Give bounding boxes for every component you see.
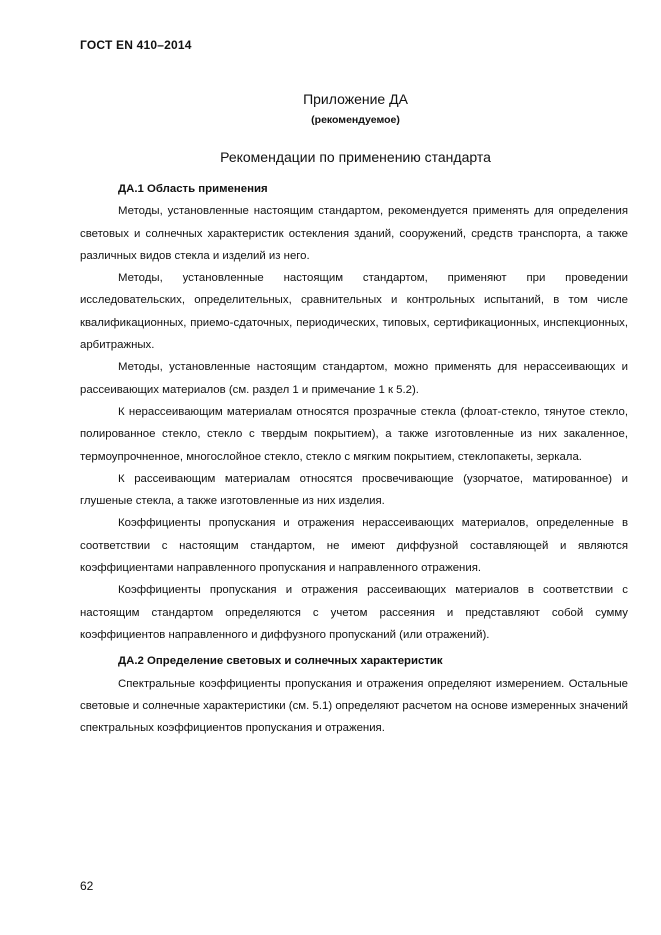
- section-heading-1: ДА.1 Область применения: [118, 183, 268, 195]
- paragraph: К нерассеивающим материалам относятся прозрачные стекла (флоат-стекло, тянутое стекло, полированное стекло, стекло с твердым покрытием), а также изготовленные из них закаленное, термоупрочненное, многослойное стекло, стекло с мягким покрытием, стеклопакеты, зеркала.: [80, 405, 628, 463]
- annex-subtitle: (рекомендуемое): [311, 114, 400, 126]
- document-code-header: ГОСТ EN 410–2014: [80, 38, 192, 52]
- paragraph: Коэффициенты пропускания и отражения нерассеивающих материалов, определенные в соответствии с настоящим стандартом, не имеют диффузной составляющей и являются коэффициентами направленного пропускания и направленного отражения.: [80, 517, 628, 575]
- paragraph: Методы, установленные настоящим стандартом, рекомендуется применять для определения световых и солнечных характеристик остекления зданий, сооружений, средств транспорта, а также различных видов стекла и изделий из него.: [80, 205, 628, 262]
- paragraph: Коэффициенты пропускания и отражения рассеивающих материалов в соответствии с настоящим стандартом определяются с учетом рассеяния и представляют собой сумму коэффициентов направленного и диффузного пропусканий (или отражений).: [80, 584, 628, 641]
- paragraph: К рассеивающим материалам относятся просвечивающие (узорчатое, матированное) и глушеные стекла, а также изготовленные из них изделия.: [80, 472, 628, 508]
- paragraph: Методы, установленные настоящим стандартом, применяют при проведении исследовательских, определительных, сравнительных и контрольных испытаний, в том числе квалификационных, приемо-сдаточных, периодических, типовых, сертификационных, инспекционных, арбитражных.: [80, 272, 628, 352]
- paragraph: Методы, установленные настоящим стандартом, можно применять для нерассеивающих и рассеивающих материалов (см. раздел 1 и примечание 1 к 5.2).: [80, 361, 628, 396]
- annex-main-title: Рекомендации по применению стандарта: [220, 149, 491, 165]
- document-body: [80, 178, 628, 739]
- section-heading-2: ДА.2 Определение световых и солнечных характеристик: [118, 655, 443, 668]
- annex-title: Приложение ДА: [303, 91, 408, 107]
- page-number: 62: [80, 879, 94, 893]
- paragraph: Спектральные коэффициенты пропускания и отражения определяют измерением. Остальные световые и солнечные характеристики (см. 5.1) определяют расчетом на основе измеренных значений спектральных коэффициентов пропускания и отражения.: [80, 677, 628, 735]
